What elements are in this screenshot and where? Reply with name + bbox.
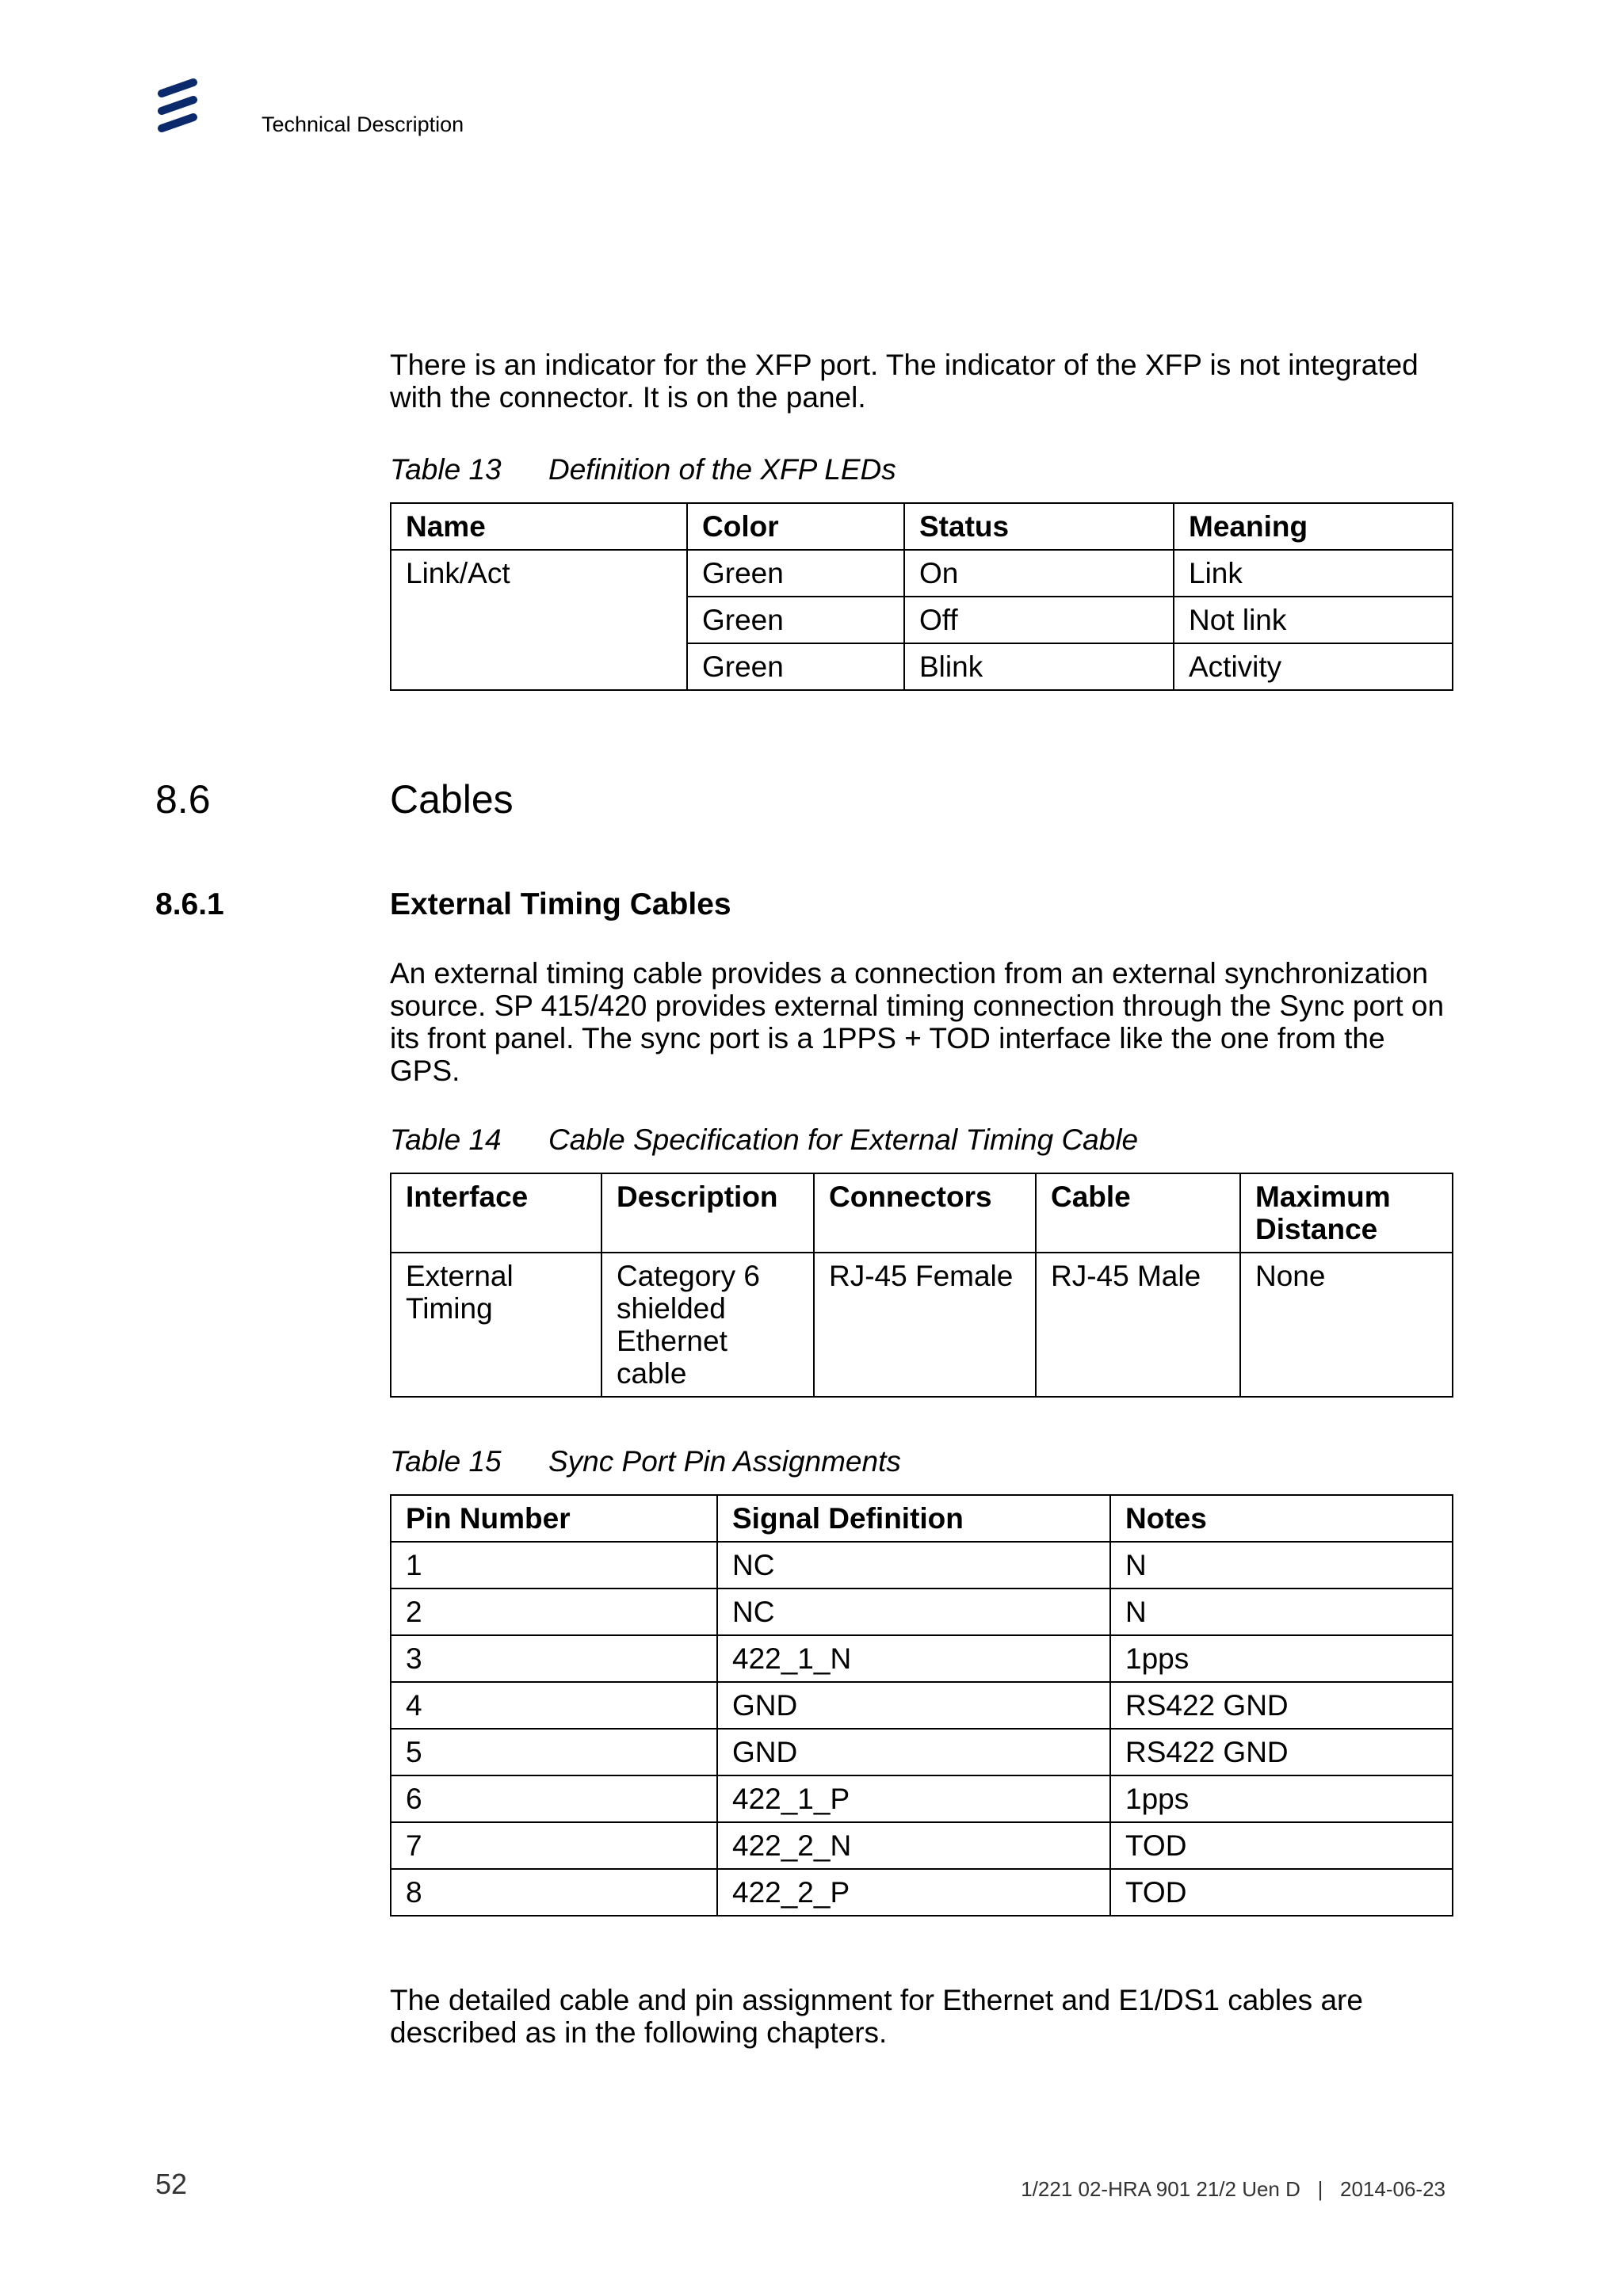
table-cell: N: [1110, 1589, 1453, 1635]
table-cell: 5: [391, 1729, 717, 1775]
table-cell: 3: [391, 1635, 717, 1682]
table-cell: GND: [717, 1682, 1110, 1729]
document-reference: 1/221 02-HRA 901 21/2 Uen D | 2014-06-23: [1021, 2177, 1445, 2201]
table13-name-cell: Link/Act: [391, 550, 687, 690]
table-cell: 7: [391, 1822, 717, 1869]
table-cell: On: [904, 550, 1174, 597]
table14-header-interface: Interface: [391, 1173, 601, 1253]
table-cell: Not link: [1174, 597, 1453, 643]
table15-caption: [390, 1445, 901, 1478]
table14: [390, 1173, 1453, 1398]
company-logo-icon: [155, 76, 200, 135]
table14-header-description: Description: [601, 1173, 814, 1253]
table-row: [391, 1822, 1453, 1869]
header-title: Technical Description: [262, 113, 464, 136]
table-cell: RS422 GND: [1110, 1729, 1453, 1775]
table14-number: Table 14: [390, 1123, 502, 1156]
timing-paragraph: An external timing cable provides a connection from an external synchronization source. SP 415/420 provides external timing connection through the Sync port on its front panel. The sync port is a 1PPS + TOD interface like the one from the GPS.: [390, 957, 1445, 1087]
table14-title: Cable Specification for External Timing Cable: [548, 1123, 1139, 1156]
table15-number: Table 15: [390, 1445, 502, 1478]
table-cell: RJ-45 Female: [814, 1253, 1036, 1397]
intro-paragraph: There is an indicator for the XFP port. The indicator of the XFP is not integrated with the connector. It is on the panel.: [390, 349, 1419, 414]
table-cell: 422_2_N: [717, 1822, 1110, 1869]
table-cell: N: [1110, 1542, 1453, 1589]
table15-header-pin: Pin Number: [391, 1495, 717, 1542]
table-cell: 422_2_P: [717, 1869, 1110, 1916]
table-cell: Category 6 shielded Ethernet cable: [601, 1253, 814, 1397]
table-row: [391, 1682, 1453, 1729]
table15-title: Sync Port Pin Assignments: [548, 1445, 901, 1478]
table15: [390, 1494, 1453, 1917]
table-row: [391, 1253, 1453, 1397]
table-cell: NC: [717, 1542, 1110, 1589]
table14-header-cable: Cable: [1036, 1173, 1240, 1253]
section-number: 8.6: [155, 777, 211, 822]
table13-header-meaning: Meaning: [1174, 503, 1453, 550]
table13: [390, 502, 1453, 691]
table-row: [391, 1542, 1453, 1589]
table-cell: 422_1_N: [717, 1635, 1110, 1682]
table-cell: TOD: [1110, 1822, 1453, 1869]
table14-header-max-distance: Maximum Distance: [1240, 1173, 1453, 1253]
table-cell: 1: [391, 1542, 717, 1589]
table-cell: RJ-45 Male: [1036, 1253, 1240, 1397]
table-cell: Off: [904, 597, 1174, 643]
table-cell: TOD: [1110, 1869, 1453, 1916]
table-row: [391, 1729, 1453, 1775]
table-cell: Blink: [904, 643, 1174, 690]
table-cell: 422_1_P: [717, 1775, 1110, 1822]
table-cell: 4: [391, 1682, 717, 1729]
table15-header-notes: Notes: [1110, 1495, 1453, 1542]
table14-caption: [390, 1123, 1138, 1157]
table-row: [391, 1775, 1453, 1822]
table13-header-color: Color: [687, 503, 904, 550]
table-cell: Green: [687, 597, 904, 643]
table-cell: 6: [391, 1775, 717, 1822]
table-cell: Activity: [1174, 643, 1453, 690]
table13-header-status: Status: [904, 503, 1174, 550]
subsection-title: External Timing Cables: [390, 887, 731, 921]
table-cell: 1pps: [1110, 1775, 1453, 1822]
closing-paragraph: The detailed cable and pin assignment for Ethernet and E1/DS1 cables are described as in the following chapters.: [390, 1984, 1363, 2049]
subsection-number: 8.6.1: [155, 887, 224, 921]
section-title: Cables: [390, 777, 514, 822]
table-cell: GND: [717, 1729, 1110, 1775]
table-cell: 2: [391, 1589, 717, 1635]
table-row: [391, 1869, 1453, 1916]
table-row: [391, 550, 1453, 597]
table13-number: Table 13: [390, 453, 502, 486]
table13-header-name: Name: [391, 503, 687, 550]
table15-header-signal: Signal Definition: [717, 1495, 1110, 1542]
table-cell: RS422 GND: [1110, 1682, 1453, 1729]
table-cell: Link: [1174, 550, 1453, 597]
page-number: 52: [155, 2168, 188, 2200]
table-cell: External Timing: [391, 1253, 601, 1397]
table-cell: None: [1240, 1253, 1453, 1397]
table-row: [391, 1635, 1453, 1682]
table-cell: Green: [687, 550, 904, 597]
table-cell: 8: [391, 1869, 717, 1916]
table-cell: NC: [717, 1589, 1110, 1635]
table-row: [391, 1589, 1453, 1635]
table-cell: Green: [687, 643, 904, 690]
table13-title: Definition of the XFP LEDs: [548, 453, 896, 486]
table13-caption: [390, 453, 896, 486]
table14-header-connectors: Connectors: [814, 1173, 1036, 1253]
table-cell: 1pps: [1110, 1635, 1453, 1682]
